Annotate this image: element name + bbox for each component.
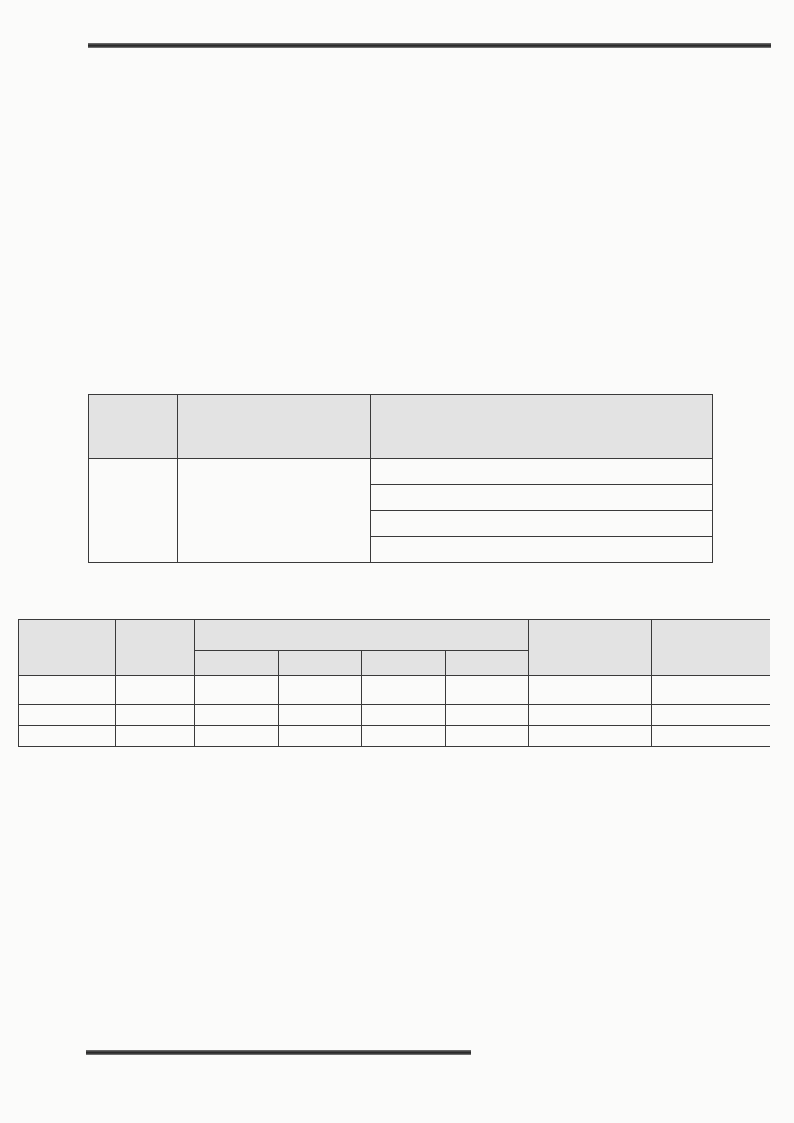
- table-header-row: [89, 395, 713, 459]
- cell-point-code: [371, 511, 713, 537]
- cell-unit: [116, 726, 195, 747]
- cell-value: [445, 726, 529, 747]
- table-row: [89, 459, 713, 485]
- cell-qcvn20: [652, 705, 771, 726]
- cell-value: [278, 676, 362, 705]
- cell-point-code: [371, 485, 713, 511]
- cell-value: [195, 705, 279, 726]
- footer-divider-ext50: [86, 1050, 471, 1055]
- header-point-name: [178, 395, 371, 459]
- cell-qcvn20: [652, 726, 771, 747]
- cell-stt: [89, 459, 178, 563]
- results-table: [18, 619, 770, 747]
- header-qcvn19: [529, 620, 652, 676]
- header-divider: [88, 43, 771, 48]
- header-qcvn20: [652, 620, 771, 676]
- table-row: [19, 676, 771, 705]
- header-point-code: [371, 395, 713, 459]
- evaluation-item: [150, 913, 741, 940]
- cell-point-code: [371, 459, 713, 485]
- monitoring-points-table: [88, 394, 713, 563]
- cell-param: [19, 726, 116, 747]
- paragraph-sample-count: [128, 86, 741, 113]
- header-round-3: [362, 651, 446, 676]
- header-round-2: [278, 651, 362, 676]
- cell-value: [362, 676, 446, 705]
- cell-value: [445, 676, 529, 705]
- paragraph-standards: [128, 113, 741, 140]
- header-round-1: [195, 651, 279, 676]
- cell-value: [195, 676, 279, 705]
- cell-param: [19, 676, 116, 705]
- header-unit: [116, 620, 195, 676]
- cell-value: [278, 726, 362, 747]
- table-row: [19, 726, 771, 747]
- evaluation-item: [150, 942, 741, 969]
- cell-value: [445, 705, 529, 726]
- paragraph-vimcerts: [128, 219, 741, 246]
- table-header-row: [19, 620, 771, 651]
- evaluation-heading: [128, 768, 741, 795]
- header-result: [195, 620, 529, 651]
- cell-value: [195, 726, 279, 747]
- cell-value: [278, 705, 362, 726]
- paragraph-location: [128, 345, 741, 372]
- cell-qcvn19: [529, 726, 652, 747]
- header-param: [19, 620, 116, 676]
- cell-qcvn20: [652, 676, 771, 705]
- header-stt: [89, 395, 178, 459]
- cell-point-code: [371, 537, 713, 563]
- cell-value: [362, 705, 446, 726]
- cell-unit: [116, 705, 195, 726]
- cell-qcvn19: [529, 676, 652, 705]
- cell-value: [362, 726, 446, 747]
- table-row: [19, 705, 771, 726]
- cell-unit: [116, 676, 195, 705]
- cell-qcvn19: [529, 705, 652, 726]
- header-round-4: [445, 651, 529, 676]
- cell-point-name: [178, 459, 371, 563]
- cell-param: [19, 705, 116, 726]
